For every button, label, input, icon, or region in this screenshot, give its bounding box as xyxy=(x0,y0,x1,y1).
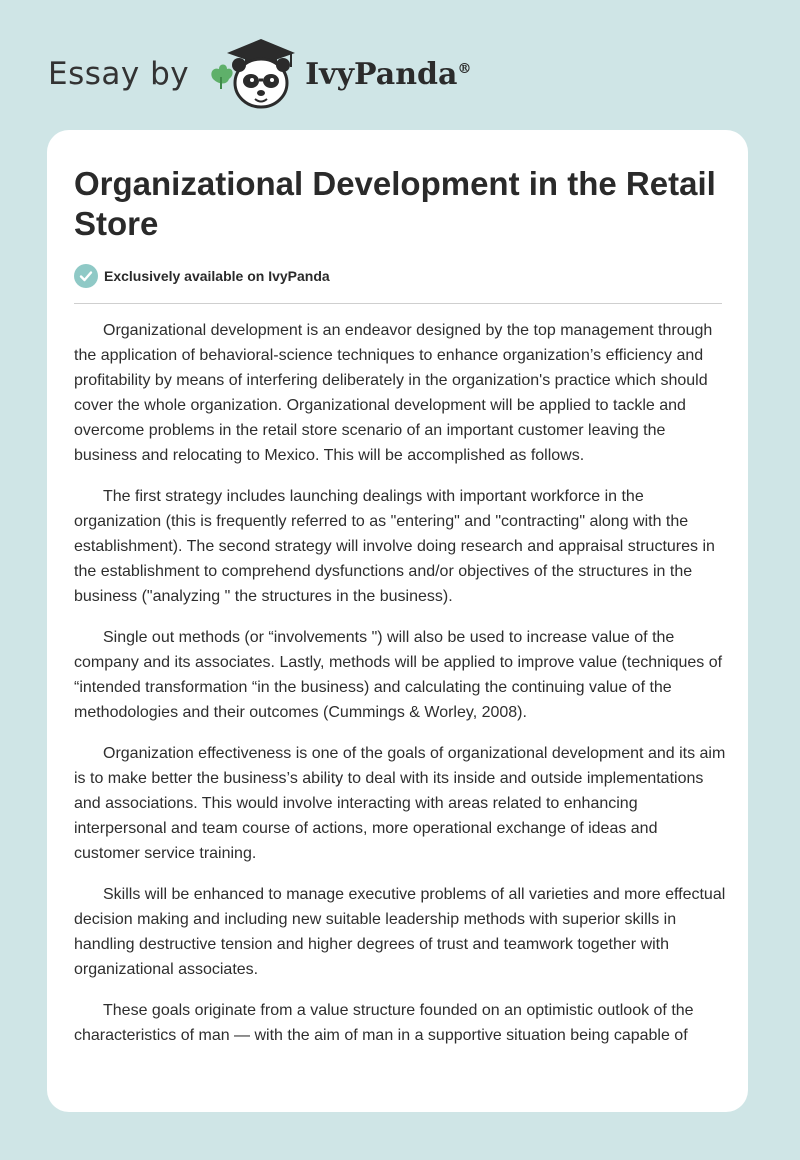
essay-by-label: Essay by xyxy=(48,56,190,92)
ivy-leaf-icon xyxy=(211,64,232,89)
paragraph: Organizational development is an endeavor designed by the top management through the application of behavioral-science techniques to enhance organization’s efficiency and profitability by means of interfering deliberately in the organization's practice which should cover the whole organization. Organizational development will be applied to tackle and overcome problems in the retail store scenario of an important customer leaving the business and relocating to Mexico. This will be accomplished as follows. xyxy=(74,322,713,464)
article-title: Organizational Development in the Retail Store xyxy=(74,165,716,242)
paragraph: Organization effectiveness is one of the goals of organizational development and its aim is to make better the business’s ability to deal with its inside and outside implementations and associations. This would involve interacting with areas related to enhancing interpersonal and team course of actions, more operational exchange of ideas and customer service training. xyxy=(74,745,726,862)
site-header xyxy=(48,34,471,114)
check-circle-icon xyxy=(74,264,98,288)
article-body xyxy=(74,318,726,1064)
article-card xyxy=(47,130,748,1112)
exclusive-badge-text: Exclusively available on IvyPanda xyxy=(104,268,330,284)
paragraph: Skills will be enhanced to manage executive problems of all varieties and more effectual decision making and including new suitable leadership methods with superior skills in handling destructive tension and higher degrees of trust and teamwork together with organizational associates. xyxy=(74,886,726,978)
paragraph: Single out methods (or “involvements ") will also be used to increase value of the company and its associates. Lastly, methods will be applied to improve value (techniques of “intended transformation “in the business) and calculating the continuing value of the methodologies and their outcomes (Cummings & Worley, 2008). xyxy=(74,629,723,721)
registered-mark: ® xyxy=(457,60,472,77)
paragraph: These goals originate from a value structure founded on an optimistic outlook of the characteristics of man — with the aim of man in a supportive situation being capable of xyxy=(74,1002,694,1044)
ivypanda-logo[interactable] xyxy=(207,33,471,116)
exclusive-badge xyxy=(74,264,330,288)
divider xyxy=(74,303,722,304)
paragraph: The first strategy includes launching dealings with important workforce in the organization (this is frequently referred to as "entering" and "contracting" along with the establishment). The second strategy will involve doing research and appraisal structures in the establishment to comprehend dysfunctions and/or objectives of the structures in the business ("analyzing " the structures in the business). xyxy=(74,488,715,605)
brand-name: IvyPanda® xyxy=(305,56,472,92)
panda-graduate-icon xyxy=(207,33,299,116)
